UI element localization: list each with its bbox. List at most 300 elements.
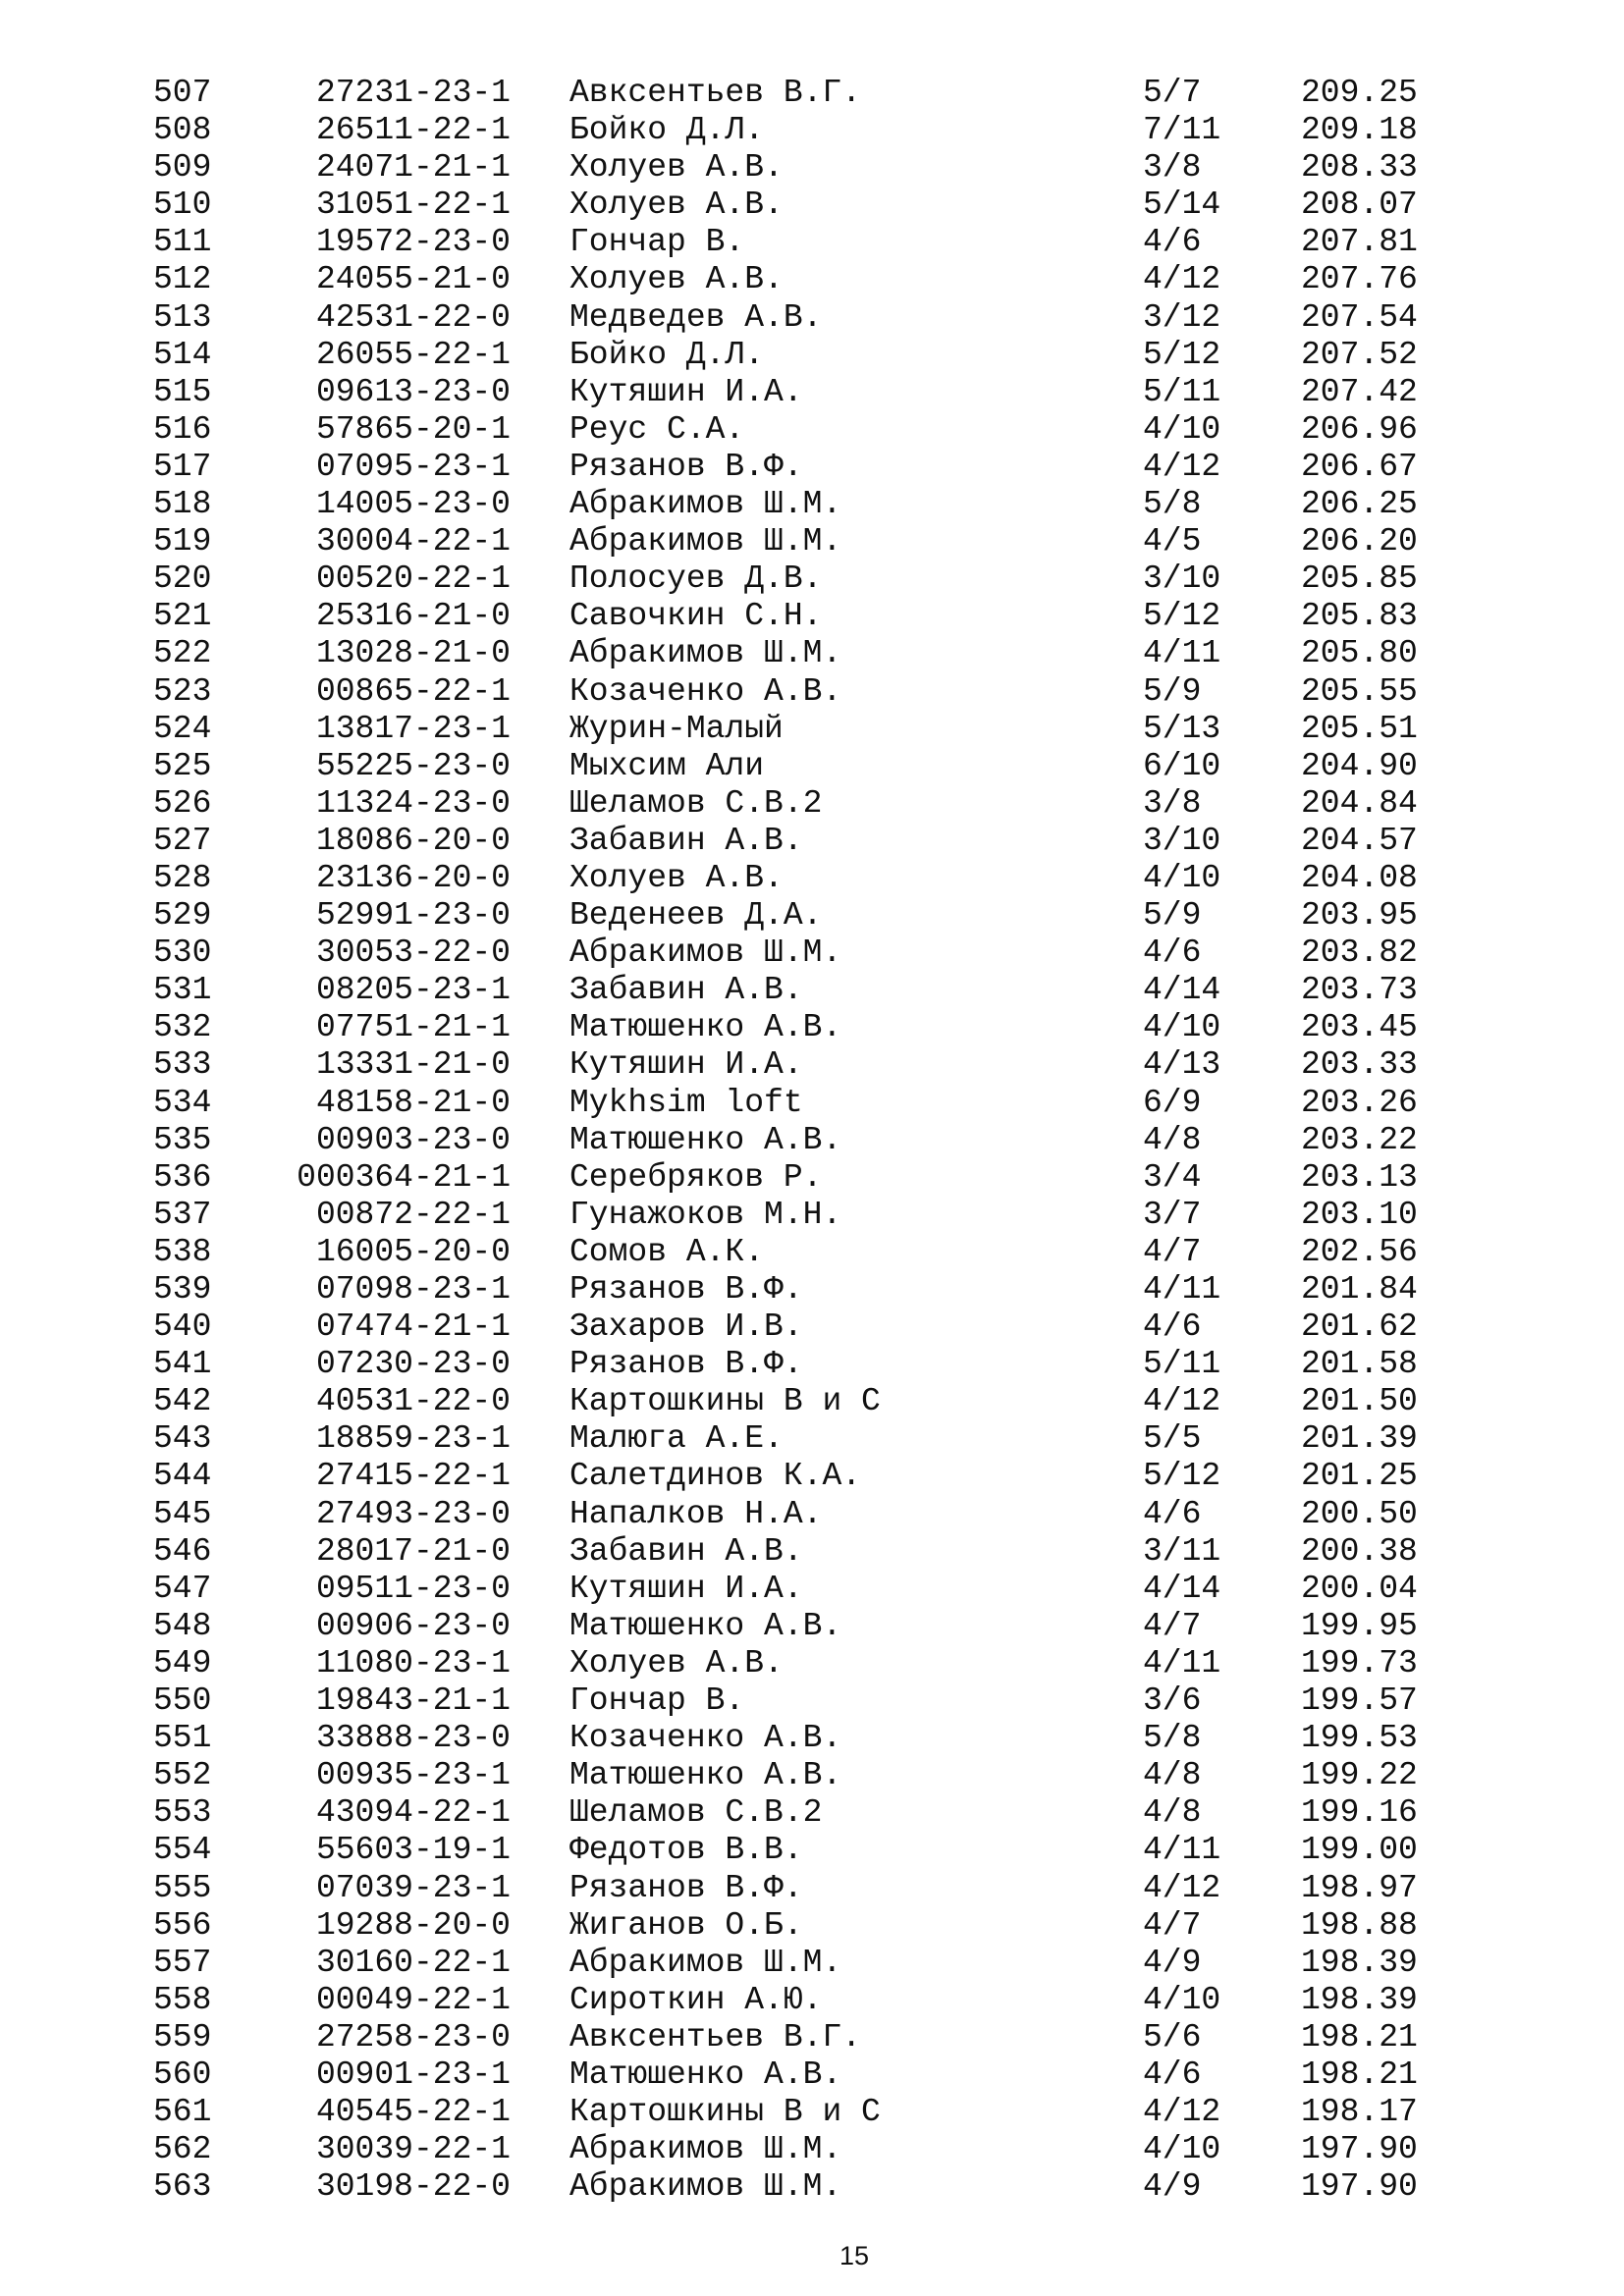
rank-cell: 520 bbox=[153, 561, 212, 598]
name-cell: Гончар В. bbox=[569, 224, 745, 261]
score-cell: 203.95 bbox=[1301, 897, 1418, 934]
rank-cell: 539 bbox=[153, 1271, 212, 1308]
id-cell: 40531-22-0 bbox=[315, 1383, 511, 1420]
ratio-cell: 4/12 bbox=[1143, 1869, 1221, 1906]
name-cell: Захаров И.В. bbox=[569, 1308, 803, 1346]
name-cell: Кутяшин И.А. bbox=[569, 1570, 803, 1607]
ratio-cell: 4/10 bbox=[1143, 1009, 1221, 1046]
rank-cell: 523 bbox=[153, 672, 212, 710]
table-row bbox=[0, 1046, 1624, 1084]
score-cell: 204.90 bbox=[1301, 747, 1418, 784]
ratio-cell: 3/10 bbox=[1143, 561, 1221, 598]
rank-cell: 541 bbox=[153, 1346, 212, 1383]
rank-cell: 537 bbox=[153, 1196, 212, 1233]
table-row bbox=[0, 1197, 1624, 1234]
id-cell: 30053-22-0 bbox=[315, 934, 511, 972]
ratio-cell: 4/7 bbox=[1143, 1607, 1202, 1644]
rank-cell: 540 bbox=[153, 1308, 212, 1346]
ratio-cell: 5/7 bbox=[1143, 75, 1202, 111]
name-cell: Mykhsim loft bbox=[569, 1084, 803, 1121]
ratio-cell: 5/12 bbox=[1143, 598, 1221, 635]
rank-cell: 508 bbox=[153, 112, 212, 149]
table-row bbox=[0, 748, 1624, 785]
name-cell: Забавин А.В. bbox=[569, 972, 803, 1009]
rank-cell: 535 bbox=[153, 1121, 212, 1158]
rank-cell: 547 bbox=[153, 1570, 212, 1607]
rank-cell: 553 bbox=[153, 1794, 212, 1832]
id-cell: 55225-23-0 bbox=[315, 747, 511, 784]
table-row bbox=[0, 337, 1624, 374]
table-row bbox=[0, 1757, 1624, 1794]
ratio-cell: 4/10 bbox=[1143, 410, 1221, 448]
ratio-cell: 4/12 bbox=[1143, 261, 1221, 298]
rank-cell: 519 bbox=[153, 523, 212, 561]
score-cell: 207.81 bbox=[1301, 224, 1418, 261]
table-row bbox=[0, 2056, 1624, 2094]
score-cell: 205.85 bbox=[1301, 561, 1418, 598]
name-cell: Картошкины В и С bbox=[569, 2094, 881, 2131]
name-cell: Матюшенко А.В. bbox=[569, 2056, 842, 2093]
ratio-cell: 4/6 bbox=[1143, 1495, 1202, 1532]
id-cell: 24055-21-0 bbox=[315, 261, 511, 298]
ratio-cell: 4/12 bbox=[1143, 1383, 1221, 1420]
id-cell: 31051-22-1 bbox=[315, 187, 511, 224]
table-row bbox=[0, 486, 1624, 523]
ratio-cell: 4/5 bbox=[1143, 523, 1202, 561]
ratio-cell: 5/6 bbox=[1143, 2018, 1202, 2056]
id-cell: 27493-23-0 bbox=[315, 1495, 511, 1532]
table-row bbox=[0, 897, 1624, 934]
score-cell: 204.08 bbox=[1301, 859, 1418, 896]
score-cell: 201.62 bbox=[1301, 1308, 1418, 1346]
rank-cell: 555 bbox=[153, 1869, 212, 1906]
id-cell: 18859-23-1 bbox=[315, 1420, 511, 1458]
score-cell: 203.82 bbox=[1301, 934, 1418, 972]
score-cell: 204.84 bbox=[1301, 784, 1418, 822]
table-row bbox=[0, 523, 1624, 561]
ratio-cell: 4/14 bbox=[1143, 1570, 1221, 1607]
score-cell: 198.17 bbox=[1301, 2094, 1418, 2131]
ratio-cell: 5/8 bbox=[1143, 1720, 1202, 1757]
name-cell: Медведев А.В. bbox=[569, 298, 823, 336]
rank-cell: 544 bbox=[153, 1458, 212, 1495]
name-cell: Абракимов Ш.М. bbox=[569, 523, 842, 561]
table-row bbox=[0, 1009, 1624, 1046]
id-cell: 25316-21-0 bbox=[315, 598, 511, 635]
id-cell: 00901-23-1 bbox=[315, 2056, 511, 2093]
id-cell: 43094-22-1 bbox=[315, 1794, 511, 1832]
ratio-cell: 6/10 bbox=[1143, 747, 1221, 784]
rank-cell: 512 bbox=[153, 261, 212, 298]
rank-cell: 513 bbox=[153, 298, 212, 336]
name-cell: Рязанов В.Ф. bbox=[569, 448, 803, 485]
ratio-cell: 4/8 bbox=[1143, 1121, 1202, 1158]
table-row bbox=[0, 598, 1624, 635]
rank-cell: 559 bbox=[153, 2018, 212, 2056]
ratio-cell: 4/8 bbox=[1143, 1794, 1202, 1832]
id-cell: 13331-21-0 bbox=[315, 1046, 511, 1084]
name-cell: Козаченко А.В. bbox=[569, 672, 842, 710]
rank-cell: 534 bbox=[153, 1084, 212, 1121]
id-cell: 14005-23-0 bbox=[315, 486, 511, 523]
table-row bbox=[0, 860, 1624, 897]
ratio-cell: 4/13 bbox=[1143, 1046, 1221, 1084]
score-cell: 203.33 bbox=[1301, 1046, 1418, 1084]
ratio-cell: 4/7 bbox=[1143, 1906, 1202, 1944]
id-cell: 000364-21-1 bbox=[297, 1158, 511, 1196]
score-cell: 207.52 bbox=[1301, 336, 1418, 373]
table-row bbox=[0, 1420, 1624, 1458]
score-cell: 209.18 bbox=[1301, 112, 1418, 149]
score-cell: 199.22 bbox=[1301, 1757, 1418, 1794]
ratio-cell: 4/14 bbox=[1143, 972, 1221, 1009]
name-cell: Матюшенко А.В. bbox=[569, 1607, 842, 1644]
score-cell: 203.13 bbox=[1301, 1158, 1418, 1196]
score-cell: 199.53 bbox=[1301, 1720, 1418, 1757]
id-cell: 28017-21-0 bbox=[315, 1532, 511, 1570]
id-cell: 27415-22-1 bbox=[315, 1458, 511, 1495]
ratio-cell: 4/6 bbox=[1143, 224, 1202, 261]
id-cell: 07474-21-1 bbox=[315, 1308, 511, 1346]
name-cell: Гунажоков М.Н. bbox=[569, 1196, 842, 1233]
name-cell: Авксентьев В.Г. bbox=[569, 75, 862, 111]
id-cell: 18086-20-0 bbox=[315, 822, 511, 859]
rank-cell: 511 bbox=[153, 224, 212, 261]
rank-cell: 556 bbox=[153, 1906, 212, 1944]
table-row bbox=[0, 785, 1624, 823]
id-cell: 11324-23-0 bbox=[315, 784, 511, 822]
name-cell: Матюшенко А.В. bbox=[569, 1121, 842, 1158]
rank-cell: 563 bbox=[153, 2168, 212, 2206]
name-cell: Журин-Малый bbox=[569, 710, 784, 747]
name-cell: Матюшенко А.В. bbox=[569, 1009, 842, 1046]
table-row bbox=[0, 1234, 1624, 1271]
score-cell: 199.16 bbox=[1301, 1794, 1418, 1832]
score-cell: 205.80 bbox=[1301, 635, 1418, 672]
id-cell: 40545-22-1 bbox=[315, 2094, 511, 2131]
score-cell: 206.67 bbox=[1301, 448, 1418, 485]
id-cell: 00049-22-1 bbox=[315, 1981, 511, 2018]
rank-cell: 517 bbox=[153, 448, 212, 485]
ratio-cell: 4/10 bbox=[1143, 2131, 1221, 2168]
table-row bbox=[0, 1945, 1624, 1982]
table-row bbox=[0, 1383, 1624, 1420]
table-row bbox=[0, 711, 1624, 748]
table-row bbox=[0, 2131, 1624, 2168]
ratio-cell: 4/11 bbox=[1143, 1271, 1221, 1308]
rank-cell: 510 bbox=[153, 187, 212, 224]
table-row bbox=[0, 1533, 1624, 1571]
rank-cell: 532 bbox=[153, 1009, 212, 1046]
score-cell: 201.39 bbox=[1301, 1420, 1418, 1458]
name-cell: Матюшенко А.В. bbox=[569, 1757, 842, 1794]
score-cell: 199.57 bbox=[1301, 1682, 1418, 1720]
ratio-cell: 4/9 bbox=[1143, 2168, 1202, 2206]
score-cell: 209.25 bbox=[1301, 75, 1418, 111]
id-cell: 24071-21-1 bbox=[315, 149, 511, 187]
name-cell: Сироткин А.Ю. bbox=[569, 1981, 823, 2018]
table-row bbox=[0, 2168, 1624, 2206]
name-cell: Холуев А.В. bbox=[569, 187, 784, 224]
table-row bbox=[0, 2019, 1624, 2056]
table-row bbox=[0, 635, 1624, 672]
name-cell: Рязанов В.Ф. bbox=[569, 1271, 803, 1308]
id-cell: 26511-22-1 bbox=[315, 112, 511, 149]
name-cell: Шеламов С.В.2 bbox=[569, 1794, 823, 1832]
id-cell: 30198-22-0 bbox=[315, 2168, 511, 2206]
id-cell: 00935-23-1 bbox=[315, 1757, 511, 1794]
id-cell: 00906-23-0 bbox=[315, 1607, 511, 1644]
rank-cell: 557 bbox=[153, 1944, 212, 1981]
ratio-cell: 3/8 bbox=[1143, 784, 1202, 822]
ratio-cell: 5/14 bbox=[1143, 187, 1221, 224]
ratio-cell: 4/12 bbox=[1143, 2094, 1221, 2131]
score-cell: 203.26 bbox=[1301, 1084, 1418, 1121]
table-row bbox=[0, 1496, 1624, 1533]
rank-cell: 515 bbox=[153, 373, 212, 410]
score-cell: 207.76 bbox=[1301, 261, 1418, 298]
rank-cell: 533 bbox=[153, 1046, 212, 1084]
name-cell: Рязанов В.Ф. bbox=[569, 1869, 803, 1906]
ratio-cell: 4/11 bbox=[1143, 1832, 1221, 1869]
ratio-cell: 3/7 bbox=[1143, 1196, 1202, 1233]
score-cell: 198.97 bbox=[1301, 1869, 1418, 1906]
score-cell: 202.56 bbox=[1301, 1233, 1418, 1270]
name-cell: Абракимов Ш.М. bbox=[569, 635, 842, 672]
score-cell: 203.10 bbox=[1301, 1196, 1418, 1233]
ratio-cell: 3/12 bbox=[1143, 298, 1221, 336]
table-row bbox=[0, 972, 1624, 1009]
rank-cell: 514 bbox=[153, 336, 212, 373]
rank-cell: 545 bbox=[153, 1495, 212, 1532]
table-row bbox=[0, 561, 1624, 598]
table-row bbox=[0, 1720, 1624, 1757]
rank-cell: 516 bbox=[153, 410, 212, 448]
page-number: 15 bbox=[839, 2241, 870, 2270]
ratio-cell: 5/9 bbox=[1143, 672, 1202, 710]
rank-cell: 525 bbox=[153, 747, 212, 784]
table-row bbox=[0, 1271, 1624, 1308]
id-cell: 57865-20-1 bbox=[315, 410, 511, 448]
name-cell: Козаченко А.В. bbox=[569, 1720, 842, 1757]
ratio-cell: 4/11 bbox=[1143, 1644, 1221, 1682]
id-cell: 00520-22-1 bbox=[315, 561, 511, 598]
table-row bbox=[0, 1159, 1624, 1197]
table-row bbox=[0, 1608, 1624, 1645]
ratio-cell: 5/8 bbox=[1143, 486, 1202, 523]
score-cell: 199.73 bbox=[1301, 1644, 1418, 1682]
ratio-cell: 4/6 bbox=[1143, 934, 1202, 972]
score-cell: 208.07 bbox=[1301, 187, 1418, 224]
name-cell: Авксентьев В.Г. bbox=[569, 2018, 862, 2056]
score-cell: 200.04 bbox=[1301, 1570, 1418, 1607]
table-row bbox=[0, 187, 1624, 224]
name-cell: Напалков Н.А. bbox=[569, 1495, 823, 1532]
name-cell: Холуев А.В. bbox=[569, 149, 784, 187]
id-cell: 00872-22-1 bbox=[315, 1196, 511, 1233]
table-row bbox=[0, 374, 1624, 411]
name-cell: Холуев А.В. bbox=[569, 859, 784, 896]
table-row bbox=[0, 1982, 1624, 2019]
rank-cell: 522 bbox=[153, 635, 212, 672]
id-cell: 00903-23-0 bbox=[315, 1121, 511, 1158]
id-cell: 07039-23-1 bbox=[315, 1869, 511, 1906]
table-row bbox=[0, 149, 1624, 187]
name-cell: Сомов А.К. bbox=[569, 1233, 765, 1270]
score-cell: 201.50 bbox=[1301, 1383, 1418, 1420]
rank-cell: 524 bbox=[153, 710, 212, 747]
score-cell: 205.55 bbox=[1301, 672, 1418, 710]
table-row bbox=[0, 299, 1624, 337]
ratio-cell: 4/12 bbox=[1143, 448, 1221, 485]
score-cell: 208.33 bbox=[1301, 149, 1418, 187]
score-cell: 205.51 bbox=[1301, 710, 1418, 747]
score-cell: 203.45 bbox=[1301, 1009, 1418, 1046]
table-row bbox=[0, 1794, 1624, 1832]
score-cell: 198.21 bbox=[1301, 2018, 1418, 2056]
rank-cell: 546 bbox=[153, 1532, 212, 1570]
name-cell: Салетдинов К.А. bbox=[569, 1458, 862, 1495]
score-cell: 198.39 bbox=[1301, 1981, 1418, 2018]
id-cell: 19572-23-0 bbox=[315, 224, 511, 261]
name-cell: Федотов В.В. bbox=[569, 1832, 803, 1869]
ratio-cell: 6/9 bbox=[1143, 1084, 1202, 1121]
name-cell: Абракимов Ш.М. bbox=[569, 934, 842, 972]
rank-cell: 558 bbox=[153, 1981, 212, 2018]
id-cell: 07098-23-1 bbox=[315, 1271, 511, 1308]
rank-cell: 549 bbox=[153, 1644, 212, 1682]
ratio-cell: 5/13 bbox=[1143, 710, 1221, 747]
score-cell: 201.58 bbox=[1301, 1346, 1418, 1383]
name-cell: Кутяшин И.А. bbox=[569, 373, 803, 410]
table-row bbox=[0, 1122, 1624, 1159]
name-cell: Абракимов Ш.М. bbox=[569, 486, 842, 523]
table-row bbox=[0, 823, 1624, 860]
rank-cell: 529 bbox=[153, 897, 212, 934]
rank-cell: 531 bbox=[153, 972, 212, 1009]
id-cell: 07095-23-1 bbox=[315, 448, 511, 485]
ratio-cell: 4/6 bbox=[1143, 1308, 1202, 1346]
ratio-cell: 4/10 bbox=[1143, 1981, 1221, 2018]
table-row bbox=[0, 411, 1624, 449]
name-cell: Малюга А.Е. bbox=[569, 1420, 784, 1458]
table-row bbox=[0, 1645, 1624, 1682]
table-row bbox=[0, 1682, 1624, 1720]
score-cell: 206.25 bbox=[1301, 486, 1418, 523]
rank-cell: 552 bbox=[153, 1757, 212, 1794]
id-cell: 52991-23-0 bbox=[315, 897, 511, 934]
table-row bbox=[0, 673, 1624, 711]
id-cell: 19843-21-1 bbox=[315, 1682, 511, 1720]
id-cell: 30004-22-1 bbox=[315, 523, 511, 561]
ratio-cell: 5/12 bbox=[1143, 1458, 1221, 1495]
table-row bbox=[0, 1907, 1624, 1945]
id-cell: 27258-23-0 bbox=[315, 2018, 511, 2056]
table-row bbox=[0, 224, 1624, 261]
rank-cell: 518 bbox=[153, 486, 212, 523]
table-row bbox=[0, 1085, 1624, 1122]
rank-cell: 554 bbox=[153, 1832, 212, 1869]
id-cell: 26055-22-1 bbox=[315, 336, 511, 373]
table-row bbox=[0, 449, 1624, 486]
score-cell: 200.38 bbox=[1301, 1532, 1418, 1570]
id-cell: 33888-23-0 bbox=[315, 1720, 511, 1757]
table-row bbox=[0, 1458, 1624, 1495]
ratio-cell: 4/11 bbox=[1143, 635, 1221, 672]
table-row bbox=[0, 112, 1624, 149]
score-cell: 199.00 bbox=[1301, 1832, 1418, 1869]
ratio-cell: 3/11 bbox=[1143, 1532, 1221, 1570]
score-cell: 204.57 bbox=[1301, 822, 1418, 859]
name-cell: Шеламов С.В.2 bbox=[569, 784, 823, 822]
name-cell: Холуев А.В. bbox=[569, 261, 784, 298]
table-row bbox=[0, 1308, 1624, 1346]
score-cell: 206.96 bbox=[1301, 410, 1418, 448]
results-table bbox=[0, 75, 1624, 2206]
score-cell: 207.42 bbox=[1301, 373, 1418, 410]
ratio-cell: 3/10 bbox=[1143, 822, 1221, 859]
rank-cell: 548 bbox=[153, 1607, 212, 1644]
id-cell: 48158-21-0 bbox=[315, 1084, 511, 1121]
table-row bbox=[0, 1346, 1624, 1383]
name-cell: Абракимов Ш.М. bbox=[569, 2168, 842, 2206]
score-cell: 198.39 bbox=[1301, 1944, 1418, 1981]
table-row bbox=[0, 1870, 1624, 1907]
name-cell: Кутяшин И.А. bbox=[569, 1046, 803, 1084]
ratio-cell: 3/6 bbox=[1143, 1682, 1202, 1720]
name-cell: Бойко Д.Л. bbox=[569, 336, 765, 373]
rank-cell: 561 bbox=[153, 2094, 212, 2131]
name-cell: Гончар В. bbox=[569, 1682, 745, 1720]
name-cell: Полосуев Д.В. bbox=[569, 561, 823, 598]
ratio-cell: 4/9 bbox=[1143, 1944, 1202, 1981]
rank-cell: 521 bbox=[153, 598, 212, 635]
ratio-cell: 3/4 bbox=[1143, 1158, 1202, 1196]
rank-cell: 536 bbox=[153, 1158, 212, 1196]
name-cell: Серебряков Р. bbox=[569, 1158, 823, 1196]
rank-cell: 530 bbox=[153, 934, 212, 972]
id-cell: 09511-23-0 bbox=[315, 1570, 511, 1607]
name-cell: Мыхсим Али bbox=[569, 747, 765, 784]
id-cell: 09613-23-0 bbox=[315, 373, 511, 410]
rank-cell: 509 bbox=[153, 149, 212, 187]
rank-cell: 507 bbox=[153, 75, 212, 111]
score-cell: 197.90 bbox=[1301, 2168, 1418, 2206]
table-row bbox=[0, 1571, 1624, 1608]
name-cell: Забавин А.В. bbox=[569, 1532, 803, 1570]
id-cell: 08205-23-1 bbox=[315, 972, 511, 1009]
id-cell: 07751-21-1 bbox=[315, 1009, 511, 1046]
name-cell: Холуев А.В. bbox=[569, 1644, 784, 1682]
score-cell: 198.88 bbox=[1301, 1906, 1418, 1944]
score-cell: 203.73 bbox=[1301, 972, 1418, 1009]
id-cell: 42531-22-0 bbox=[315, 298, 511, 336]
id-cell: 07230-23-0 bbox=[315, 1346, 511, 1383]
score-cell: 199.95 bbox=[1301, 1607, 1418, 1644]
score-cell: 201.84 bbox=[1301, 1271, 1418, 1308]
score-cell: 198.21 bbox=[1301, 2056, 1418, 2093]
rank-cell: 560 bbox=[153, 2056, 212, 2093]
id-cell: 16005-20-0 bbox=[315, 1233, 511, 1270]
name-cell: Абракимов Ш.М. bbox=[569, 1944, 842, 1981]
id-cell: 13817-23-1 bbox=[315, 710, 511, 747]
ratio-cell: 5/9 bbox=[1143, 897, 1202, 934]
ratio-cell: 7/11 bbox=[1143, 112, 1221, 149]
rank-cell: 550 bbox=[153, 1682, 212, 1720]
rank-cell: 528 bbox=[153, 859, 212, 896]
rank-cell: 538 bbox=[153, 1233, 212, 1270]
score-cell: 200.50 bbox=[1301, 1495, 1418, 1532]
